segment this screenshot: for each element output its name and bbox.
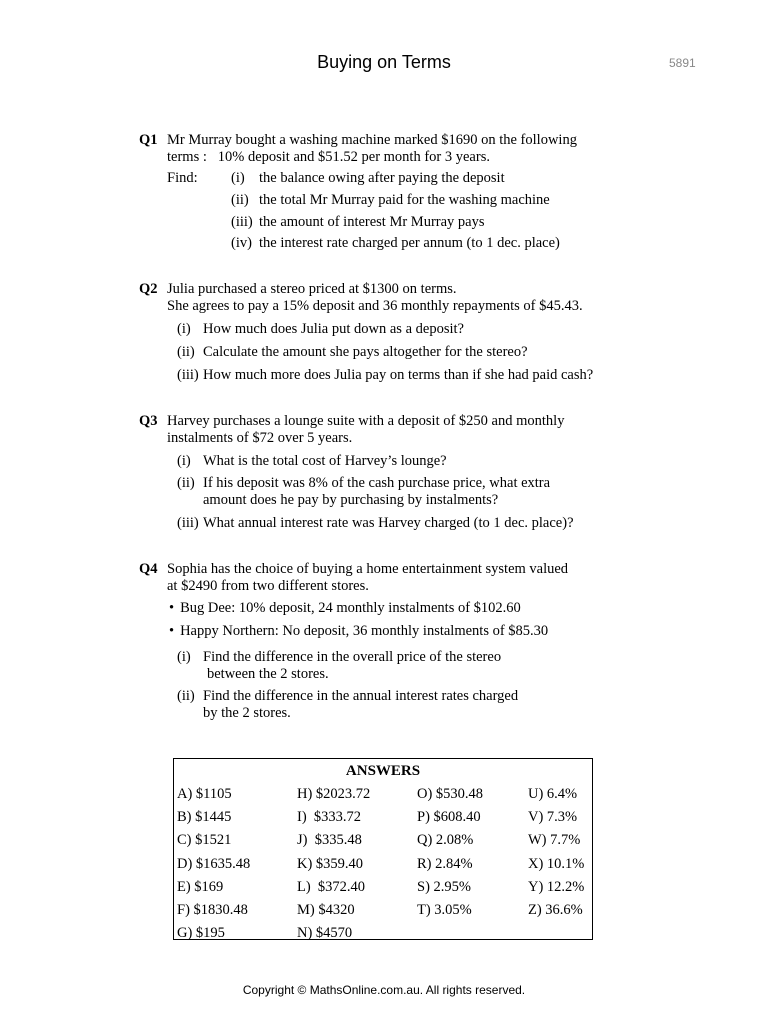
answer-u: U) 6.4% [528,786,578,802]
q2-part-iii: How much more does Julia pay on terms than if she had paid cash? [203,367,594,383]
page-title: Buying on Terms [317,52,451,72]
q2-part-i-num: (i) [177,321,191,337]
q4-part-i-num: (i) [177,649,191,665]
answer-k: K) $359.40 [297,855,364,872]
q3-part-i-num: (i) [177,453,191,469]
answer-w: W) 7.7% [528,832,581,849]
q4-stem-line1: Sophia has the choice of buying a home entertainment system valued [167,561,569,577]
answer-p: P) $608.40 [417,809,481,826]
q4-label: Q4 [139,561,158,577]
answer-b: B) $1445 [177,809,232,826]
q3-stem-line1: Harvey purchases a lounge suite with a deposit of $250 and monthly [167,413,565,429]
answer-s: S) 2.95% [417,878,471,895]
answers-column-4 [528,783,584,922]
q2-stem-line2: She agrees to pay a 15% deposit and 36 monthly repayments of $45.43. [167,298,583,314]
q3-part-ii: If his deposit was 8% of the cash purchase price, what extra [203,475,551,491]
answer-c: C) $1521 [177,832,232,849]
answer-f: F) $1830.48 [177,901,248,918]
q3-part-iii: What annual interest rate was Harvey charged (to 1 dec. place)? [203,515,574,531]
answers-column-3 [417,783,483,922]
answer-l: L) $372.40 [297,878,366,895]
q1-part-iii: the amount of interest Mr Murray pays [259,214,485,230]
q2-part-ii-num: (ii) [177,344,195,360]
answers-column-2 [297,783,370,945]
copyright-footer: Copyright © MathsOnline.com.au. All rights reserved. [242,983,526,997]
answer-q: Q) 2.08% [417,832,474,849]
q2-part-ii: Calculate the amount she pays altogether for the stereo? [203,344,528,360]
q3-part-ii-num: (ii) [177,475,195,491]
q1-part-ii-num: (ii) [231,192,249,208]
answer-m: M) $4320 [297,901,355,918]
q1-part-iv: the interest rate charged per annum (to 1 dec. place) [259,235,560,251]
q4-part-ii: Find the difference in the annual interest rates charged [203,688,519,704]
q4-part-i-cont: between the 2 stores. [207,666,329,682]
answers-column-1 [177,783,250,945]
q1-part-ii: the total Mr Murray paid for the washing machine [259,192,550,208]
q1-find-label: Find: [167,170,198,186]
answers-title: ANSWERS [345,763,421,779]
q4-part-ii-num: (ii) [177,688,195,704]
q1-part-iii-num: (iii) [231,214,253,230]
q1-part-i: the balance owing after paying the deposit [259,170,505,186]
answer-z: Z) 36.6% [528,901,583,918]
answer-i: I) $333.72 [297,809,362,826]
q3-part-i: What is the total cost of Harvey’s lounge? [203,453,447,469]
q3-label: Q3 [139,413,158,429]
q3-part-ii-cont: amount does he pay by purchasing by instalments? [203,492,499,508]
answers-box [173,758,593,940]
answer-d: D) $1635.48 [177,855,251,872]
answer-a: A) $1105 [177,786,232,802]
q1-label: Q1 [139,132,158,148]
q1-part-i-num: (i) [231,170,245,186]
q2-stem-line1: Julia purchased a stereo priced at $1300 on terms. [167,281,457,297]
answer-x: X) 10.1% [528,855,585,872]
answer-r: R) 2.84% [417,855,473,872]
q2-part-iii-num: (iii) [177,367,199,383]
q1-stem-line1: Mr Murray bought a washing machine marked $1690 on the following [167,132,577,148]
q2-label: Q2 [139,281,158,297]
answer-e: E) $169 [177,878,224,895]
q3-stem-line2: instalments of $72 over 5 years. [167,430,353,446]
answer-j: J) $335.48 [297,832,362,849]
q3-part-iii-num: (iii) [177,515,199,531]
q4-part-ii-cont: by the 2 stores. [203,705,291,721]
worksheet-code: 5891 [669,56,696,70]
answer-o: O) $530.48 [417,786,484,802]
q1-part-iv-num: (iv) [231,235,252,251]
answer-n: N) $4570 [297,925,353,942]
q4-stem-line2: at $2490 from two different stores. [167,578,369,594]
q2-part-i: How much does Julia put down as a deposit? [203,321,464,337]
q4-bullet-bug-dee: • Bug Dee: 10% deposit, 24 monthly instalments of $102.60 [169,600,521,617]
answer-v: V) 7.3% [528,809,578,826]
q4-bullet-happy-northern: • Happy Northern: No deposit, 36 monthly instalments of $85.30 [169,623,548,640]
q1-stem-line2: terms : 10% deposit and $51.52 per month for 3 years. [167,149,490,165]
answer-t: T) 3.05% [417,901,472,918]
q4-part-i: Find the difference in the overall price of the stereo [203,649,502,665]
answer-g: G) $195 [177,925,225,942]
answer-y: Y) 12.2% [528,878,585,895]
answer-h: H) $2023.72 [297,786,371,802]
